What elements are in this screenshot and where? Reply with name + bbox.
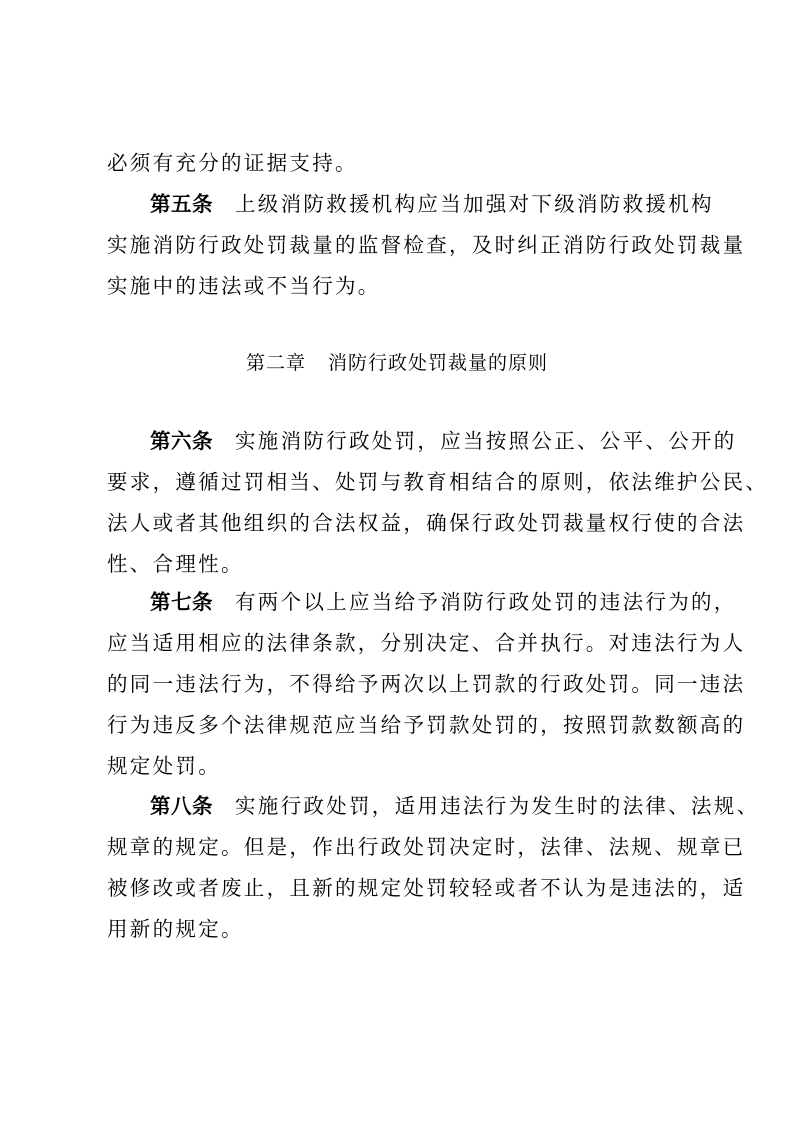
article-label: 第五条 (150, 192, 213, 216)
article-text: 规章的规定。但是，作出行政处罚决定时，法律、法规、规章已 (107, 835, 746, 859)
article-7-line-5 (107, 746, 697, 786)
article-6-line-4 (107, 544, 697, 584)
article-text: 被修改或者废止，且新的规定处罚较轻或者不认为是违法的，适 (107, 876, 746, 900)
article-label: 第六条 (150, 429, 213, 453)
article-text: 实施消防行政处罚，应当按照公正、公平、公开的 (235, 429, 737, 453)
article-8-line-4 (107, 909, 697, 949)
article-7-line-4 (107, 705, 746, 745)
article-text: 用新的规定。 (107, 917, 244, 941)
article-8-line-1 (150, 786, 760, 826)
paragraph-continuation (107, 143, 697, 183)
article-5-line-2 (107, 225, 746, 265)
article-text: 应当适用相应的法律条款，分别决定、合并执行。对违法行为人 (107, 631, 746, 655)
article-text: 上级消防救援机构应当加强对下级消防救援机构 (235, 192, 714, 216)
chapter-title: 消防行政处罚裁量的原则 (328, 352, 549, 374)
article-text: 规定处罚。 (107, 754, 221, 778)
article-5-line-3 (107, 266, 697, 306)
article-text: 实施中的违法或不当行为。 (107, 274, 381, 298)
paragraph-text: 必须有充分的证据支持。 (107, 151, 358, 175)
article-text: 性、合理性。 (107, 552, 244, 576)
article-text: 要求，遵循过罚相当、处罚与教育相结合的原则，依法维护公民、 (107, 470, 769, 494)
article-label: 第七条 (150, 590, 213, 614)
article-7-line-3 (107, 664, 746, 704)
article-text: 行为违反多个法律规范应当给予罚款处罚的，按照罚款数额高的 (107, 713, 746, 737)
article-6-line-1 (150, 421, 737, 461)
article-5-line-1 (150, 184, 714, 224)
article-7-line-2 (107, 623, 746, 663)
article-text: 法人或者其他组织的合法权益，确保行政处罚裁量权行使的合法 (107, 511, 746, 535)
article-8-line-3 (107, 868, 746, 908)
article-6-line-2 (107, 462, 769, 502)
article-7-line-1 (150, 582, 737, 622)
article-text: 的同一违法行为，不得给予两次以上罚款的行政处罚。同一违法 (107, 672, 746, 696)
chapter-heading (0, 343, 794, 383)
article-text: 有两个以上应当给予消防行政处罚的违法行为的， (235, 590, 737, 614)
article-8-line-2 (107, 827, 746, 867)
article-text: 实施行政处罚，适用违法行为发生时的法律、法规、 (235, 794, 760, 818)
chapter-number: 第二章 (245, 352, 306, 374)
article-text: 实施消防行政处罚裁量的监督检查，及时纠正消防行政处罚裁量 (107, 233, 746, 257)
article-label: 第八条 (150, 794, 213, 818)
article-6-line-3 (107, 503, 746, 543)
